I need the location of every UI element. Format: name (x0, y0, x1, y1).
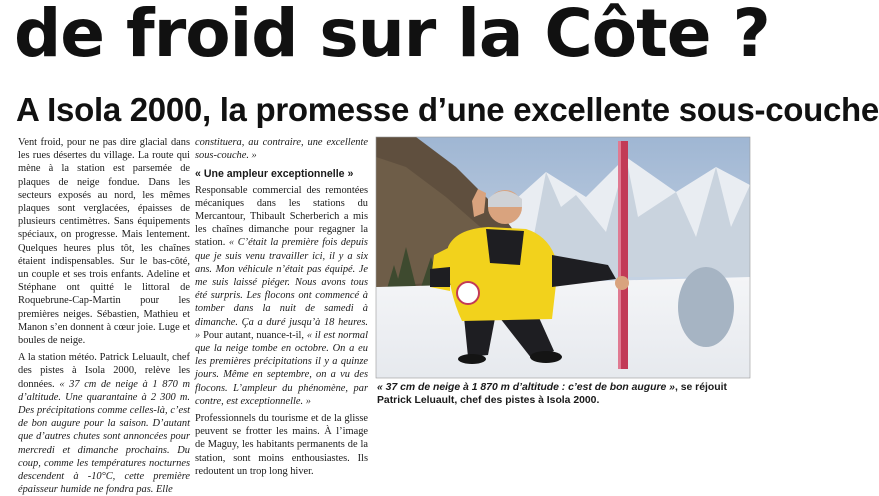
article-column-1 (18, 136, 190, 496)
caption-text: , se réjouit Patrick Leluault, chef des pistes à Isola 2000. (377, 382, 727, 406)
paragraph-text: A la station météo. Patrick Leluault, chef des pistes à Isola 2000, relève les données. (18, 352, 190, 390)
paragraph: Vent froid, pour ne pas dire glacial dans les rues désertes du village. La route qui mène à la station est parsemée de plaques de neige fondue. Dans les secteurs exposés au nord, les mêmes plaques sont verglacées, épaisses de plusieurs centimètres. Sans équipements spéciaux, on progresse. Mais lentement. Quelques heures plus tôt, les chaînes étaient indispensables. Sur le bas-côté, un couple et ses trois enfants. Adeline et Stéphane ont quitté le littoral de Roquebrune-Cap-Martin pour les premières neiges. Sébastien, Mathieu et Manon s’en donnent à cœur joie. Luge et boules de neige. (18, 137, 190, 347)
article-photo (376, 137, 750, 378)
paragraph (18, 351, 190, 496)
article-column-2 (195, 136, 368, 478)
quote-text: constituera, au contraire, une excellente sous-couche. » (195, 137, 368, 162)
photo-caption (377, 381, 749, 407)
quote-text: « il est normal que la neige tombe en octobre. On a eu les premières précipitations il y a quinze jours. Même en septembre, on a vu des flocons. L’ampleur du phénomène, par contre, est exceptionnelle. » (195, 329, 368, 407)
caption-quote: « 37 cm de neige à 1 870 m d’altitude : c’est de bon augure » (377, 382, 675, 393)
paragraph-text: Responsable commercial des remontées mécaniques dans les stations du Mercantour, Thibault Scherberich a mis les chaînes dimanche pour regagner la station. (195, 184, 368, 249)
headline: de froid sur la Côte ? (14, 0, 770, 72)
subheadline: A Isola 2000, la promesse d’une excellente sous-couche (16, 91, 879, 128)
quote-text: « C’était la première fois depuis que je suis venu travailler ici, il y a six ans. Mon véhicule n’était pas équipé. Je me suis laissé piéger. Nous avons tous été surpris. Les flocons ont commencé à tomber dans la nuit de samedi à dimanche. Ça a duré jusqu’à 18 heures. » (195, 237, 368, 341)
section-subtitle: « Une ampleur exceptionnelle » (195, 168, 354, 181)
paragraph (195, 184, 368, 408)
paragraph-text: Pour autant, nuance-t-il, (203, 329, 304, 341)
paragraph: Professionnels du tourisme et de la glisse peuvent se frotter les mains. À l’image de Maguy, les habitants permanents de la station, sont moins enthousiastes. Ils redoutent un trop long hiver. (195, 413, 368, 477)
photo-illustration (376, 137, 750, 378)
quote-text: « 37 cm de neige à 1 870 m d’altitude. Une quarantaine à 2 300 m. Des précipitations comme celles-là, c’est de bon augure pour la saison. D’autant que d’autres chutes sont annoncées pour mercredi et dimanche prochains. Du coup, comme les températures nocturnes descendent à -10°C, cette première épaisseur humide ne fondra pas. Elle (18, 378, 190, 496)
